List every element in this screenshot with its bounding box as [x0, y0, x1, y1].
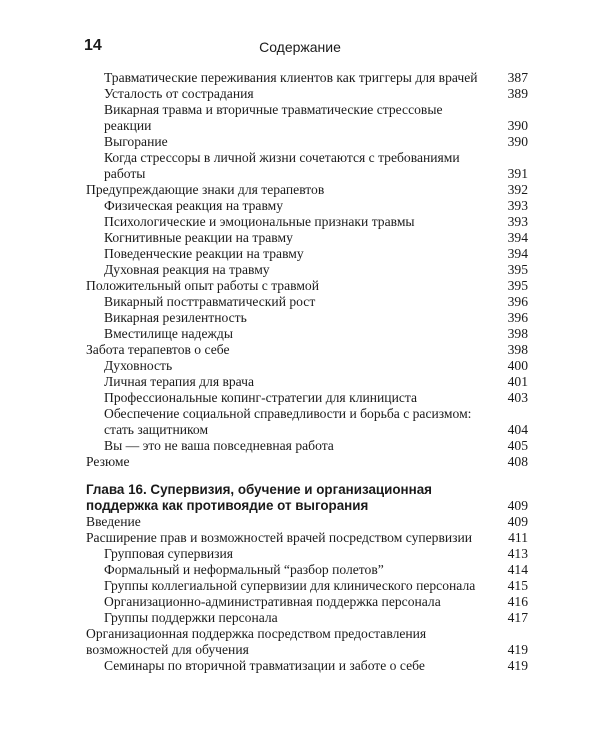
- toc-entry-page: 393: [507, 198, 528, 213]
- toc-entry-title: Духовность: [104, 358, 173, 373]
- toc-entry: [86, 438, 528, 454]
- toc-entry-title: Когда стрессоры в личной жизни сочетаются с требованиями работы: [104, 150, 460, 181]
- running-head: Содержание: [259, 39, 341, 55]
- toc-entry: [86, 230, 528, 246]
- toc-entry-title: Викарный посттравматический рост: [104, 294, 316, 309]
- toc-entry-title: Формальный и неформальный “разбор полетов”: [104, 562, 384, 577]
- toc-entry-page: 391: [507, 166, 528, 181]
- toc-entry-page: 398: [507, 342, 528, 357]
- toc-entry-page: 416: [507, 594, 528, 609]
- toc-entry-title: Вместилище надежды: [104, 326, 233, 341]
- toc-entry-title: Семинары по вторичной травматизации и заботе о себе: [104, 658, 425, 673]
- toc-entry-page: 394: [507, 246, 528, 261]
- toc-entry: [86, 514, 528, 530]
- toc-entry: [86, 70, 528, 86]
- toc-entry-page: 408: [507, 454, 528, 469]
- toc-entry: [86, 246, 528, 262]
- toc-chapter-heading: [86, 482, 528, 514]
- toc-entry-page: 419: [507, 658, 528, 673]
- toc-entry-title: Предупреждающие знаки для терапевтов: [86, 182, 325, 197]
- toc-entry-title: Групповая супервизия: [104, 546, 234, 561]
- toc-entry: [86, 358, 528, 374]
- toc-entry: [86, 578, 528, 594]
- toc-entry-title: Выгорание: [104, 134, 168, 149]
- toc-entry-page: 389: [507, 86, 528, 101]
- toc-entry-title: Положительный опыт работы с травмой: [86, 278, 319, 293]
- toc-entry-page: 409: [507, 514, 528, 529]
- toc-entry-page: 404: [507, 422, 528, 437]
- toc-entry-page: 394: [507, 230, 528, 245]
- toc-entry: [86, 278, 528, 294]
- toc-entry: [86, 182, 528, 198]
- toc-entry: [86, 102, 528, 134]
- toc-entry: [86, 86, 528, 102]
- toc-entry-title: Организационно-административная поддержка персонала: [104, 594, 441, 609]
- toc-entry-title: Расширение прав и возможностей врачей посредством супервизии: [86, 530, 473, 545]
- toc-entry-page: 411: [508, 530, 528, 545]
- toc-entry-page: 392: [507, 182, 528, 197]
- table-of-contents: [86, 70, 528, 674]
- toc-entry-page: 398: [507, 326, 528, 341]
- toc-entry: [86, 294, 528, 310]
- toc-entry: [86, 326, 528, 342]
- toc-entry-title: Профессиональные копинг-стратегии для клинициста: [104, 390, 418, 405]
- toc-entry-title: Викарная травма и вторичные травматические стрессовые реакции: [104, 102, 443, 133]
- toc-entry-title: Личная терапия для врача: [104, 374, 255, 389]
- toc-entry: [86, 342, 528, 358]
- toc-entry-title: Травматические переживания клиентов как триггеры для врачей: [104, 70, 478, 85]
- toc-entry-page: 400: [507, 358, 528, 373]
- toc-entry-title: Усталость от сострадания: [104, 86, 254, 101]
- toc-entry-title: Глава 16. Супервизия, обучение и организационная поддержка как противоядие от выгорания: [86, 482, 432, 513]
- toc-entry-page: 414: [507, 562, 528, 577]
- toc-entry-title: Резюме: [86, 454, 130, 469]
- toc-entry: [86, 610, 528, 626]
- toc-entry-page: 395: [507, 262, 528, 277]
- toc-entry-page: 401: [507, 374, 528, 389]
- toc-entry-page: 405: [507, 438, 528, 453]
- toc-entry-page: 393: [507, 214, 528, 229]
- toc-entry-page: 387: [507, 70, 528, 85]
- toc-entry-page: 390: [507, 118, 528, 133]
- toc-entry-title: Викарная резилентность: [104, 310, 247, 325]
- toc-entry: [86, 390, 528, 406]
- toc-entry-page: 396: [507, 310, 528, 325]
- toc-entry: [86, 310, 528, 326]
- toc-entry-title: Когнитивные реакции на травму: [104, 230, 293, 245]
- toc-entry-page: 413: [507, 546, 528, 561]
- toc-entry-page: 417: [507, 610, 528, 625]
- toc-entry: [86, 406, 528, 438]
- toc-entry: [86, 134, 528, 150]
- toc-entry: [86, 214, 528, 230]
- toc-entry-page: 419: [507, 642, 528, 657]
- toc-entry-title: Вы — это не ваша повседневная работа: [104, 438, 334, 453]
- toc-entry: [86, 150, 528, 182]
- toc-entry-page: 403: [507, 390, 528, 405]
- toc-entry-title: Поведенческие реакции на травму: [104, 246, 304, 261]
- toc-entry: [86, 374, 528, 390]
- toc-entry: [86, 658, 528, 674]
- toc-entry-title: Физическая реакция на травму: [104, 198, 284, 213]
- toc-entry-page: 390: [507, 134, 528, 149]
- toc-entry-title: Психологические и эмоциональные признаки травмы: [104, 214, 415, 229]
- toc-entry-title: Группы поддержки персонала: [104, 610, 278, 625]
- toc-entry: [86, 594, 528, 610]
- page-number: 14: [84, 37, 102, 54]
- toc-entry: [86, 626, 528, 658]
- toc-entry-page: 409: [507, 498, 528, 513]
- toc-entry: [86, 546, 528, 562]
- toc-entry: [86, 530, 528, 546]
- toc-entry-page: 415: [507, 578, 528, 593]
- toc-entry: [86, 262, 528, 278]
- toc-entry-title: Группы коллегиальной супервизии для клинического персонала: [104, 578, 476, 593]
- toc-entry-title: Организационная поддержка посредством предоставления возможностей для обучения: [86, 626, 427, 657]
- toc-entry-title: Забота терапевтов о себе: [86, 342, 230, 357]
- toc-entry: [86, 198, 528, 214]
- toc-entry-page: 395: [507, 278, 528, 293]
- toc-entry: [86, 454, 528, 470]
- toc-entry-page: 396: [507, 294, 528, 309]
- toc-entry-title: Введение: [86, 514, 141, 529]
- toc-entry: [86, 562, 528, 578]
- toc-entry-title: Обеспечение социальной справедливости и борьба с расизмом: стать защитником: [104, 406, 472, 437]
- toc-entry-title: Духовная реакция на травму: [104, 262, 270, 277]
